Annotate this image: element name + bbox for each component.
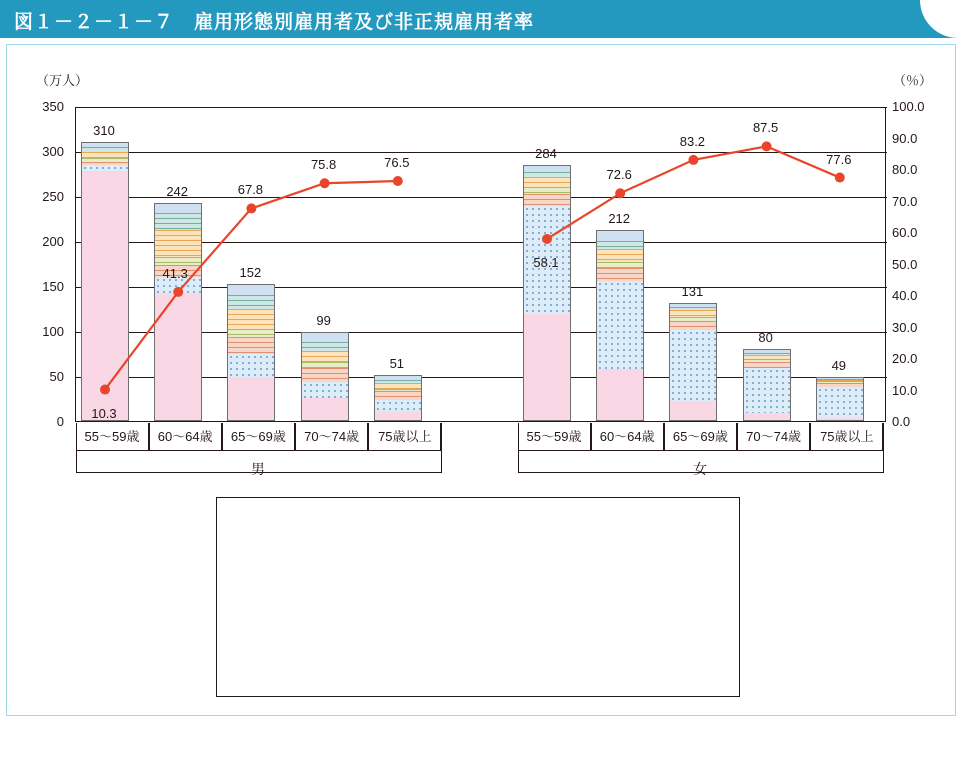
line-point-label: 72.6 [606,167,632,183]
bar-total-label: 284 [535,146,557,162]
y-axis-tick-right: 100.0 [892,99,925,114]
line-point-label: 76.5 [384,155,410,171]
y-axis-tick-right: 70.0 [892,193,918,209]
line-point-label: 87.5 [752,120,779,136]
bar-total-label: 51 [389,356,405,372]
y-axis-tick-right: 60.0 [892,225,918,240]
y-axis-tick-right: 30.0 [892,319,918,335]
y-axis-tick-left: 0 [56,414,64,429]
x-axis-category-label: 55〜59歳 [518,423,591,451]
legend [216,497,740,697]
line-point-label: 77.6 [826,151,852,167]
y-axis-tick-left: 150 [42,279,64,294]
y-axis-tick-left: 250 [42,189,64,204]
y-axis-tick-right: 50.0 [892,256,918,272]
bar-total-label: 131 [681,284,704,300]
bar-total-label: 310 [93,123,115,138]
x-axis-category-label: 65〜69歳 [222,423,295,451]
y-axis-unit-right: （％） [893,73,933,88]
y-axis-tick-left: 350 [42,99,64,114]
x-axis-category-label: 65〜69歳 [664,423,737,451]
y-axis-tick-right: 90.0 [892,130,918,146]
line-point-label: 83.2 [679,133,706,149]
y-axis-tick-right: 20.0 [892,351,918,366]
x-axis-category-label: 55〜59歳 [76,423,149,451]
ratio-line-series [76,107,887,422]
y-axis-tick-left: 100 [42,324,64,339]
bar-total-label: 212 [608,211,631,227]
y-axis-unit-left: （万人） [36,73,89,88]
x-axis-category-label: 75歳以上 [368,423,441,451]
bar-total-label: 99 [316,312,331,328]
line-point-label: 58.1 [533,254,559,270]
y-axis-tick-right: 80.0 [892,162,918,177]
line-point-label: 75.8 [310,157,337,173]
group-label: 女 [693,461,707,477]
page-title: 図１－２－１－７ 雇用形態別雇用者及び非正規雇用者率 [14,12,535,33]
x-axis-category-label: 75歳以上 [810,423,883,451]
line-point-label: 67.8 [237,182,264,198]
y-axis-tick-left: 300 [42,144,64,159]
y-axis-tick-left: 200 [42,234,64,249]
line-point-label: 41.3 [162,265,188,281]
bar-total-label: 80 [758,330,773,345]
y-axis-tick-right: 40.0 [892,288,918,303]
bar-total-label: 49 [831,357,847,373]
y-axis-tick-left: 50 [49,369,64,384]
line-point-label: 10.3 [91,405,117,421]
x-axis-category-label: 60〜64歳 [149,423,222,451]
title-bar [0,0,964,38]
bar-total-label: 242 [166,184,189,200]
x-axis-category-label: 70〜74歳 [295,423,368,451]
group-label: 男 [251,461,265,477]
x-axis-category-label: 70〜74歳 [737,423,810,451]
plot-area [75,107,886,422]
title-corner-decoration [920,0,964,38]
bar-total-label: 152 [239,265,262,281]
y-axis-tick-right: 0.0 [892,414,911,429]
x-axis-category-label: 60〜64歳 [591,423,664,451]
y-axis-tick-right: 10.0 [892,382,918,398]
